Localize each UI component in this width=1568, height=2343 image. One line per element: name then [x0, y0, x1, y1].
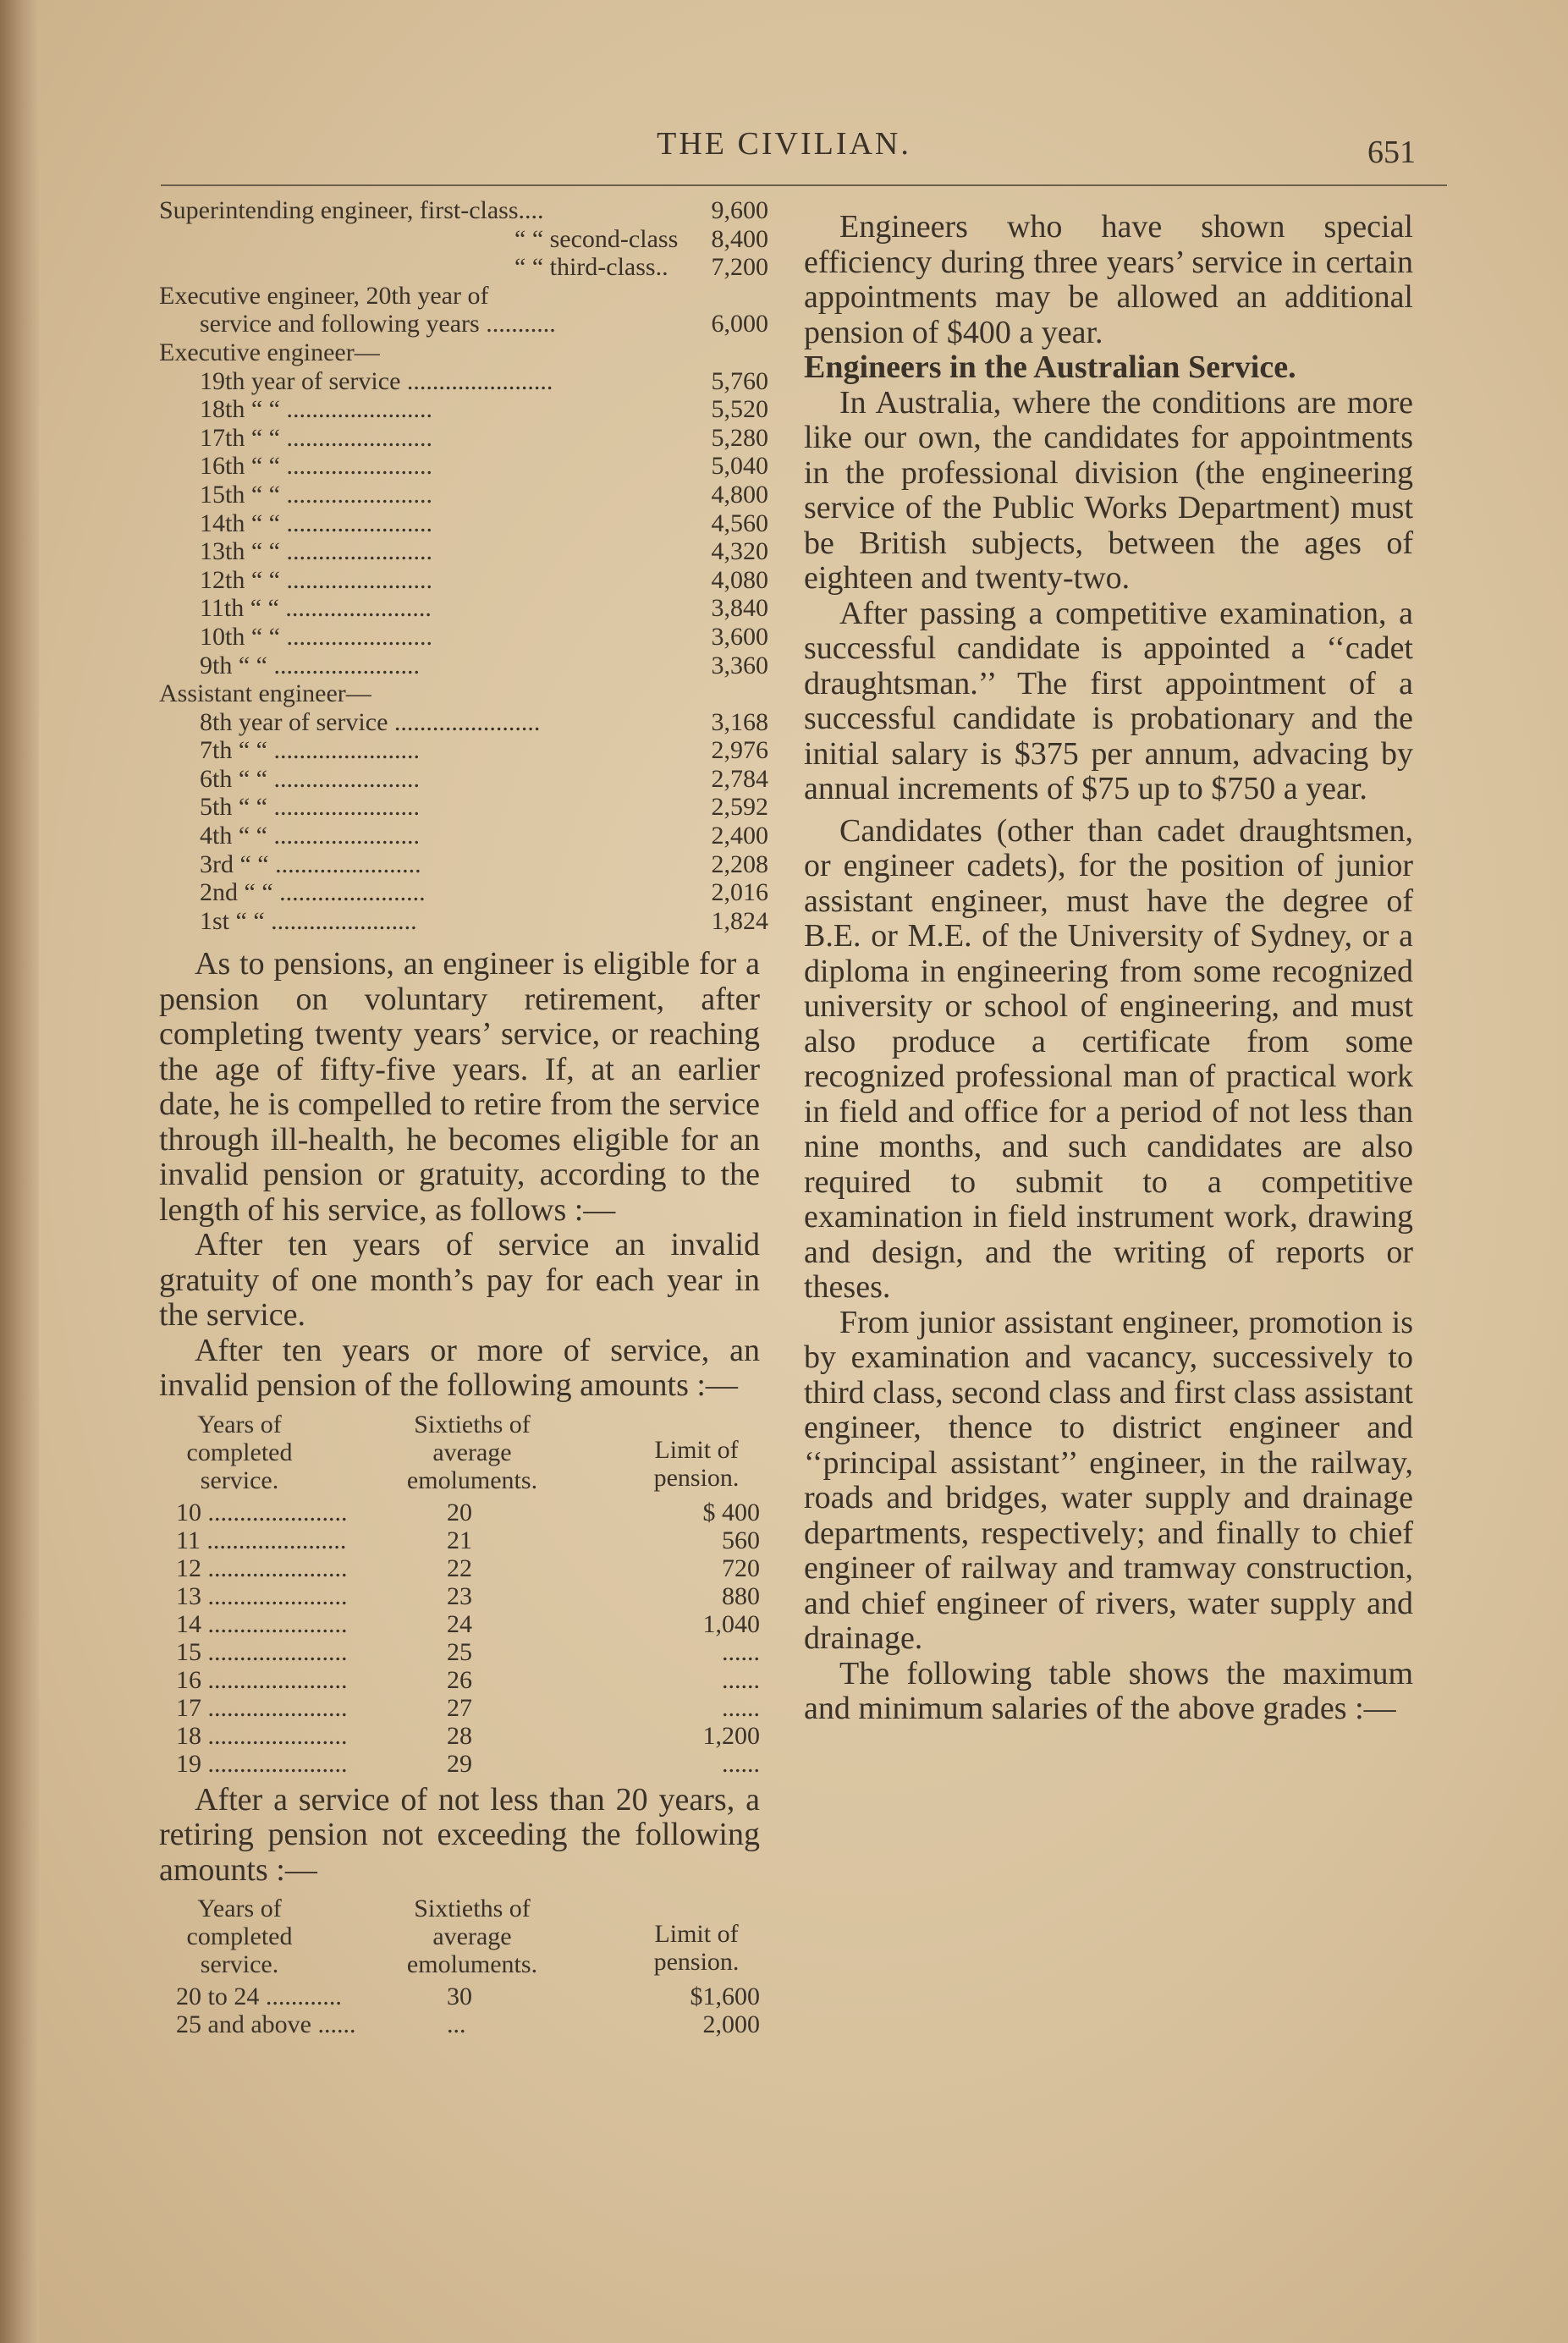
cell-years: 25 and above ...... — [176, 2010, 356, 2039]
salary-row — [159, 367, 768, 396]
retiring-pension-table — [159, 1895, 760, 2038]
cell-sixtieths: 21 — [447, 1526, 472, 1554]
header-sixtieths: Sixtieths of average emoluments. — [406, 1895, 538, 1979]
salary-amount: 6,000 — [711, 310, 768, 338]
cell-sixtieths: ... — [447, 2010, 466, 2039]
salary-row — [159, 850, 768, 879]
header-limit: Limit of pension. — [653, 1920, 740, 1977]
cell-limit: 560 — [722, 1526, 760, 1554]
salary-amount: 2,784 — [711, 764, 768, 793]
header-sixtieths: Sixtieths of average emoluments. — [406, 1410, 538, 1494]
book-binding-edge — [0, 0, 39, 2343]
cell-sixtieths: 27 — [447, 1693, 472, 1722]
salary-amount: 2,016 — [711, 878, 768, 907]
table-row — [159, 1499, 760, 1526]
salary-amount: 3,360 — [711, 651, 768, 679]
salary-amount: 1,824 — [711, 906, 768, 935]
salary-amount: 3,600 — [711, 622, 768, 651]
cell-years: 18 ...................... — [176, 1721, 348, 1750]
cell-years: 11 ...................... — [176, 1526, 347, 1554]
salary-amount: 7,200 — [711, 253, 768, 282]
table-row — [159, 1554, 760, 1582]
table-body — [159, 1983, 760, 2038]
salary-grade-label: 7th “ “ ....................... — [200, 736, 420, 765]
header-rule — [161, 184, 1447, 186]
salary-row — [159, 338, 768, 367]
paragraph-gratuity: After ten years of service an invalid gratuity of one month’s pay for each year in the service. — [159, 1227, 760, 1334]
cell-sixtieths: 20 — [447, 1498, 472, 1526]
salary-amount: 2,400 — [711, 822, 768, 850]
salary-amount: 4,320 — [711, 537, 768, 566]
cell-sixtieths: 26 — [447, 1665, 472, 1694]
table-header — [159, 1895, 760, 1983]
salary-amount: 2,592 — [711, 793, 768, 822]
salary-grade-label: 9th “ “ ....................... — [200, 651, 420, 679]
running-header-title: THE CIVILIAN. — [657, 126, 911, 162]
salary-grade-label: 4th “ “ ....................... — [200, 822, 420, 850]
table-row — [159, 1750, 760, 1778]
cell-years: 20 to 24 ............ — [176, 1983, 342, 2011]
salary-grade-label: 11th “ “ ....................... — [200, 594, 432, 623]
salary-amount: 5,760 — [711, 366, 768, 395]
salary-amount: 8,400 — [711, 224, 768, 253]
paragraph-australia: In Australia, where the conditions are more like our own, the candidates for appointments in the professional division (the engineering service of the Public Works Department) must be British subjects, between the ages of eighteen and twenty-two. — [804, 384, 1413, 596]
salary-row — [159, 736, 768, 765]
section-heading-australia: Engineers in the Australian Service. — [804, 349, 1296, 385]
cell-years: 15 ...................... — [176, 1637, 348, 1666]
salary-amount: 4,800 — [711, 480, 768, 509]
salary-row — [159, 225, 768, 254]
salary-row — [159, 452, 768, 481]
salary-amount: 4,080 — [711, 565, 768, 594]
salary-grade-label: 2nd “ “ ....................... — [200, 878, 426, 907]
cell-limit: 1,040 — [702, 1609, 760, 1638]
salary-grade-label: Executive engineer— — [159, 338, 380, 366]
salary-amount: 5,520 — [711, 395, 768, 424]
header-years: Years of completed service. — [186, 1895, 293, 1979]
salary-grade-label: Superintending engineer, first-class.... — [159, 196, 544, 224]
cell-limit: $ 400 — [702, 1498, 760, 1526]
cell-years: 14 ...................... — [176, 1609, 348, 1638]
salary-row — [159, 424, 768, 453]
table-row — [159, 1582, 760, 1610]
cell-sixtieths: 29 — [447, 1749, 472, 1778]
salary-grade-label: 5th “ “ ....................... — [200, 793, 420, 822]
salary-row — [159, 594, 768, 623]
salary-row — [159, 537, 768, 566]
salary-grade-label: 12th “ “ ....................... — [200, 565, 432, 594]
table-row — [159, 1666, 760, 1694]
table-row — [159, 1983, 760, 2010]
salary-row — [159, 793, 768, 822]
cell-sixtieths: 30 — [447, 1983, 472, 2011]
salary-grade-label: 16th “ “ ....................... — [200, 452, 432, 481]
salary-grade-label: 14th “ “ ....................... — [200, 509, 432, 537]
right-column — [804, 210, 1413, 1727]
cell-limit: ...... — [722, 1693, 760, 1722]
salary-row — [159, 708, 768, 737]
cell-years: 12 ...................... — [176, 1554, 348, 1582]
salary-amount: 5,040 — [711, 452, 768, 481]
page-number: 651 — [1367, 135, 1416, 170]
table-row — [159, 1526, 760, 1554]
salary-row — [159, 623, 768, 652]
salary-amount: 3,840 — [711, 594, 768, 623]
cell-limit: 2,000 — [702, 2010, 760, 2039]
salary-row — [159, 907, 768, 936]
table-body — [159, 1499, 760, 1778]
paragraph-efficiency: Engineers who have shown special efficiency during three years’ service in certain appointments may be allowed an additional pension of $400 a year. — [804, 209, 1413, 350]
paragraph-following-table: The following table shows the maximum and minimum salaries of the above grades :— — [804, 1655, 1413, 1726]
cell-limit: 1,200 — [702, 1721, 760, 1750]
cell-years: 16 ...................... — [176, 1665, 348, 1694]
salary-grade-label: “ “ second-class — [514, 224, 679, 253]
cell-sixtieths: 22 — [447, 1554, 472, 1582]
salary-grade-label: 13th “ “ ....................... — [200, 537, 432, 566]
salary-grade-label: 15th “ “ ....................... — [200, 480, 432, 509]
salary-grade-label: Executive engineer, 20th year of — [159, 281, 489, 310]
cell-limit: $1,600 — [690, 1983, 760, 2011]
salary-row — [159, 765, 768, 794]
salary-amount: 4,560 — [711, 509, 768, 537]
cell-years: 13 ...................... — [176, 1581, 348, 1610]
header-years: Years of completed service. — [186, 1410, 293, 1494]
salary-row — [159, 822, 768, 850]
invalid-pension-table — [159, 1411, 760, 1778]
cell-years: 10 ...................... — [176, 1498, 348, 1526]
salary-row — [159, 481, 768, 509]
salary-row — [159, 566, 768, 595]
salary-grade-label: Assistant engineer— — [159, 679, 371, 708]
salary-row — [159, 253, 768, 282]
cell-limit: 880 — [722, 1581, 760, 1610]
salary-grade-label: 8th year of service ....................... — [200, 707, 541, 736]
salary-row — [159, 652, 768, 680]
cell-sixtieths: 23 — [447, 1581, 472, 1610]
salary-amount: 9,600 — [711, 196, 768, 224]
cell-sixtieths: 28 — [447, 1721, 472, 1750]
salary-scale-list — [159, 196, 768, 935]
salary-row — [159, 310, 768, 338]
table-row — [159, 1638, 760, 1666]
salary-row — [159, 282, 768, 311]
cell-limit: ...... — [722, 1637, 760, 1666]
salary-grade-label: 10th “ “ ....................... — [200, 622, 432, 651]
cell-sixtieths: 24 — [447, 1609, 472, 1638]
table-row — [159, 1694, 760, 1722]
salary-row — [159, 196, 768, 225]
salary-grade-label: “ “ third-class.. — [514, 253, 668, 282]
paragraph-retiring-pension: After a service of not less than 20 years, a retiring pension not exceeding the following amounts :— — [159, 1781, 760, 1888]
table-row — [159, 2010, 760, 2038]
salary-grade-label: service and following years ........... — [200, 310, 556, 338]
table-header — [159, 1411, 760, 1499]
salary-amount: 5,280 — [711, 423, 768, 452]
cell-years: 17 ...................... — [176, 1693, 348, 1722]
paragraph-promotion: From junior assistant engineer, promotion is by examination and vacancy, successively to third class, second class and first class assistant engineer, thence to district engineer and ‘‘principal assistant’’ engineer, in the railway, roads and bridges, water supply and drainage departments, respectively; and finally to chief engineer of railway and tramway construction, and chief engineer of rivers, water supply and drainage. — [804, 1304, 1413, 1656]
paragraph-pensions: As to pensions, an engineer is eligible for a pension on voluntary retirement, after completing twenty years’ service, or reaching the age of fifty-five years. If, at an earlier date, he is compelled to retire from the service through ill-health, he becomes eligible for an invalid pension or gratuity, according to the length of his service, as follows :— — [159, 946, 760, 1228]
table-row — [159, 1610, 760, 1638]
salary-amount: 2,208 — [711, 850, 768, 878]
header-limit: Limit of pension. — [653, 1435, 740, 1492]
salary-row — [159, 679, 768, 708]
paragraph-cadet: After passing a competitive examination, a successful candidate is appointed a ‘‘cadet draughtsman.’’ The first appointment of a successful candidate is probationary and the initial salary is $375 per annum, advacing by annual increments of $75 up to $750 a year. — [804, 595, 1413, 806]
cell-limit: 720 — [722, 1554, 760, 1582]
cell-sixtieths: 25 — [447, 1637, 472, 1666]
left-column — [159, 196, 768, 2039]
cell-limit: ...... — [722, 1749, 760, 1778]
salary-row — [159, 878, 768, 907]
salary-grade-label: 6th “ “ ....................... — [200, 764, 420, 793]
salary-grade-label: 3rd “ “ ....................... — [200, 850, 421, 878]
cell-years: 19 ...................... — [176, 1749, 348, 1778]
paragraph-invalid-pension: After ten years or more of service, an invalid pension of the following amounts :— — [159, 1332, 760, 1404]
salary-grade-label: 1st “ “ ....................... — [200, 906, 417, 935]
salary-row — [159, 509, 768, 538]
cell-limit: ...... — [722, 1665, 760, 1694]
paragraph-candidates: Candidates (other than cadet draughtsmen, or engineer cadets), for the position of junior assistant engineer, must have the degree of B.E. or M.E. of the University of Sydney, or a diploma in engineering from some recognized university or school of engineering, and must also produce a certificate from some recognized professional man of practical work in field and office for a period of not less than nine months, and such candidates are also required to submit to a competitive examination in field instrument work, drawing and design, and the writing of reports or theses. — [804, 812, 1413, 1305]
table-row — [159, 1722, 760, 1750]
salary-grade-label: 17th “ “ ....................... — [200, 423, 432, 452]
salary-amount: 3,168 — [711, 707, 768, 736]
salary-amount: 2,976 — [711, 736, 768, 765]
salary-grade-label: 18th “ “ ....................... — [200, 395, 432, 424]
salary-row — [159, 395, 768, 424]
salary-grade-label: 19th year of service ....................... — [200, 366, 553, 395]
